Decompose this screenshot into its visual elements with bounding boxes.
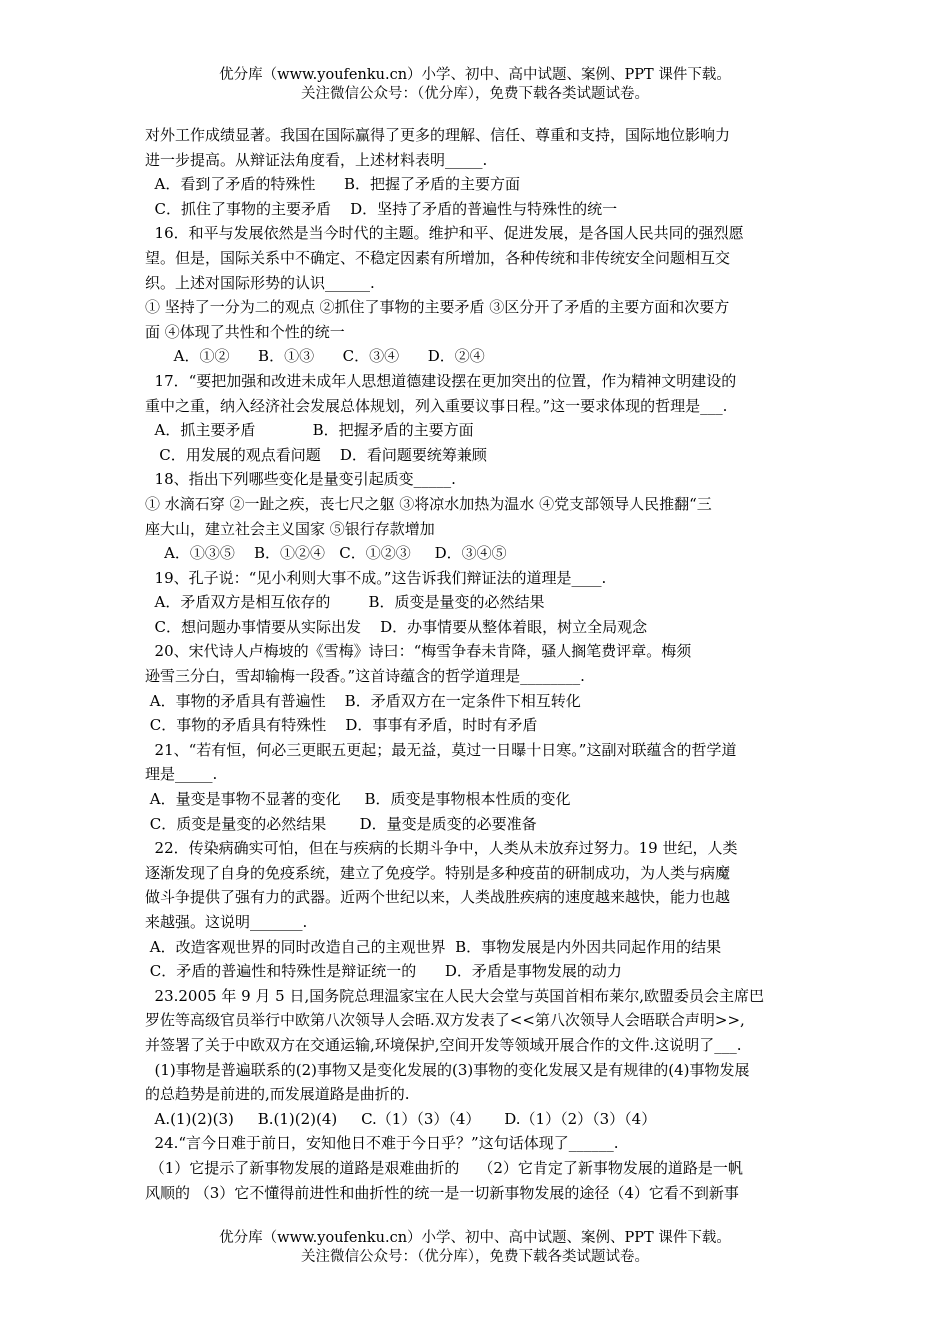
text-line: 进一步提高。从辩证法角度看，上述材料表明_____. xyxy=(145,150,488,169)
text-line: 22．传染病确实可怕，但在与疾病的长期斗争中，人类从未放弃过努力。19 世纪，人类 xyxy=(145,839,738,858)
text-line: 21、“若有恒，何必三更眠五更起；最无益，莫过一日曝十日寒。”这副对联蕴含的哲学道 xyxy=(145,740,737,759)
text-line: 织。上述对国际形势的认识______. xyxy=(145,273,375,292)
text-line: A．改造客观世界的同时改造自己的主观世界 B．事物发展是内外因共同起作用的结果 xyxy=(145,937,722,956)
text-line: (1)事物是普遍联系的(2)事物又是变化发展的(3)事物的变化发展又是有规律的(4)事物发展 xyxy=(145,1060,750,1079)
text-line: 风顺的 （3）它不懂得前进性和曲折性的统一是一切新事物发展的途径（4）它看不到新事 xyxy=(145,1183,739,1202)
text-line: 17．“要把加强和改进未成年人思想道德建设摆在更加突出的位置，作为精神文明建设的 xyxy=(145,371,737,390)
text-line: A．量变是事物不显著的变化 B．质变是事物根本性质的变化 xyxy=(145,790,571,809)
text-line: 逐渐发现了自身的免疫系统，建立了免疫学。特别是多种疫苗的研制成功，为人类与病魔 xyxy=(145,863,731,882)
footer-line-1: 优分库（www.youfenku.cn）小学、初中、高中试题、案例、PPT 课件下载。 xyxy=(219,1230,731,1246)
text-line: A.(1)(2)(3) B.(1)(2)(4) C.（1）（3）（4） D.（1）（2）（3）（4） xyxy=(145,1109,657,1128)
text-line: C．事物的矛盾具有特殊性 D．事事有矛盾，时时有矛盾 xyxy=(145,716,538,735)
header-line-1: 优分库（www.youfenku.cn）小学、初中、高中试题、案例、PPT 课件下载。 xyxy=(219,67,731,83)
text-line: C．想问题办事情要从实际出发 D．办事情要从整体着眼，树立全局观念 xyxy=(145,617,648,636)
text-line: 做斗争提供了强有力的武器。近两个世纪以来，人类战胜疾病的速度越来越快，能力也越 xyxy=(145,888,731,907)
page-header xyxy=(0,66,950,104)
text-line: 座大山，建立社会主义国家 ⑤银行存款增加 xyxy=(145,519,435,538)
header-line-2: 关注微信公众号：（优分库），免费下载各类试题试卷。 xyxy=(301,86,649,102)
footer-line-2: 关注微信公众号：（优分库），免费下载各类试题试卷。 xyxy=(301,1249,649,1265)
text-line: A．①③⑤ B．①②④ C．①②③ D．③④⑤ xyxy=(145,544,507,563)
text-line: A．①② B．①③ C．③④ D．②④ xyxy=(145,347,485,366)
text-line: 20、宋代诗人卢梅坡的《雪梅》诗曰：“梅雪争春未肯降，骚人搁笔费评章。梅须 xyxy=(145,642,692,661)
text-line: 重中之重，纳入经济社会发展总体规划，列入重要议事日程。”这一要求体现的哲理是___. xyxy=(145,396,728,415)
text-line: A．事物的矛盾具有普遍性 B．矛盾双方在一定条件下相互转化 xyxy=(145,691,581,710)
text-line: 19、孔子说：“见小利则大事不成。”这告诉我们辩证法的道理是____. xyxy=(145,568,607,587)
text-line: 望。但是，国际关系中不确定、不稳定因素有所增加，各种传统和非传统安全问题相互交 xyxy=(145,248,731,267)
text-line: 面 ④体现了共性和个性的统一 xyxy=(145,322,345,341)
text-line: C．矛盾的普遍性和特殊性是辩证统一的 D．矛盾是事物发展的动力 xyxy=(145,962,622,981)
text-line: 16．和平与发展依然是当今时代的主题。维护和平、促进发展，是各国人民共同的强烈愿 xyxy=(145,224,744,243)
text-line: A．看到了矛盾的特殊性 B．把握了矛盾的主要方面 xyxy=(145,175,521,194)
text-line: 并签署了关于中欧双方在交通运输,环境保护,空间开发等领域开展合作的文件.这说明了___. xyxy=(145,1035,742,1054)
text-line: 逊雪三分白，雪却输梅一段香。”这首诗蕴含的哲学道理是________. xyxy=(145,667,585,686)
text-line: 24.“言今日难于前日，安知他日不难于今日乎？”这句话体现了______. xyxy=(145,1134,619,1153)
text-line: 23.2005 年 9 月 5 日,国务院总理温家宝在人民大会堂与英国首相布莱尔,欧盟委员会主席巴 xyxy=(145,986,765,1005)
text-line: 对外工作成绩显著。我国在国际赢得了更多的理解、信任、尊重和支持，国际地位影响力 xyxy=(145,126,731,144)
text-line: （1）它提示了新事物发展的道路是艰难曲折的 （2）它肯定了新事物发展的道路是一帆 xyxy=(145,1158,743,1177)
text-line: C．质变是量变的必然结果 D．量变是质变的必要准备 xyxy=(145,814,537,833)
text-line: A．抓主要矛盾 B．把握矛盾的主要方面 xyxy=(145,421,474,440)
text-line: 罗佐等高级官员举行中欧第八次领导人会晤.双方发表了<<第八次领导人会晤联合声明>>, xyxy=(145,1011,745,1030)
text-line: 来越强。这说明_______. xyxy=(145,913,308,931)
page-footer xyxy=(0,1229,950,1267)
text-line: A．矛盾双方是相互依存的 B．质变是量变的必然结果 xyxy=(145,593,545,612)
text-line: 18、指出下列哪些变化是量变引起质变_____. xyxy=(145,470,456,489)
text-line: C．抓住了事物的主要矛盾 D．坚持了矛盾的普遍性与特殊性的统一 xyxy=(145,199,618,218)
text-line: ① 水滴石穿 ②一趾之疾，丧七尺之躯 ③将凉水加热为温水 ④党支部领导人民推翻“三 xyxy=(145,494,712,513)
text-line: 理是_____. xyxy=(145,765,218,784)
text-line: C．用发展的观点看问题 D．看问题要统筹兼顾 xyxy=(145,445,487,464)
text-line: 的总趋势是前进的,而发展道路是曲折的. xyxy=(145,1085,410,1104)
document-body xyxy=(145,123,813,1205)
text-line: ① 坚持了一分为二的观点 ②抓住了事物的主要矛盾 ③区分开了矛盾的主要方面和次要方 xyxy=(145,298,730,317)
